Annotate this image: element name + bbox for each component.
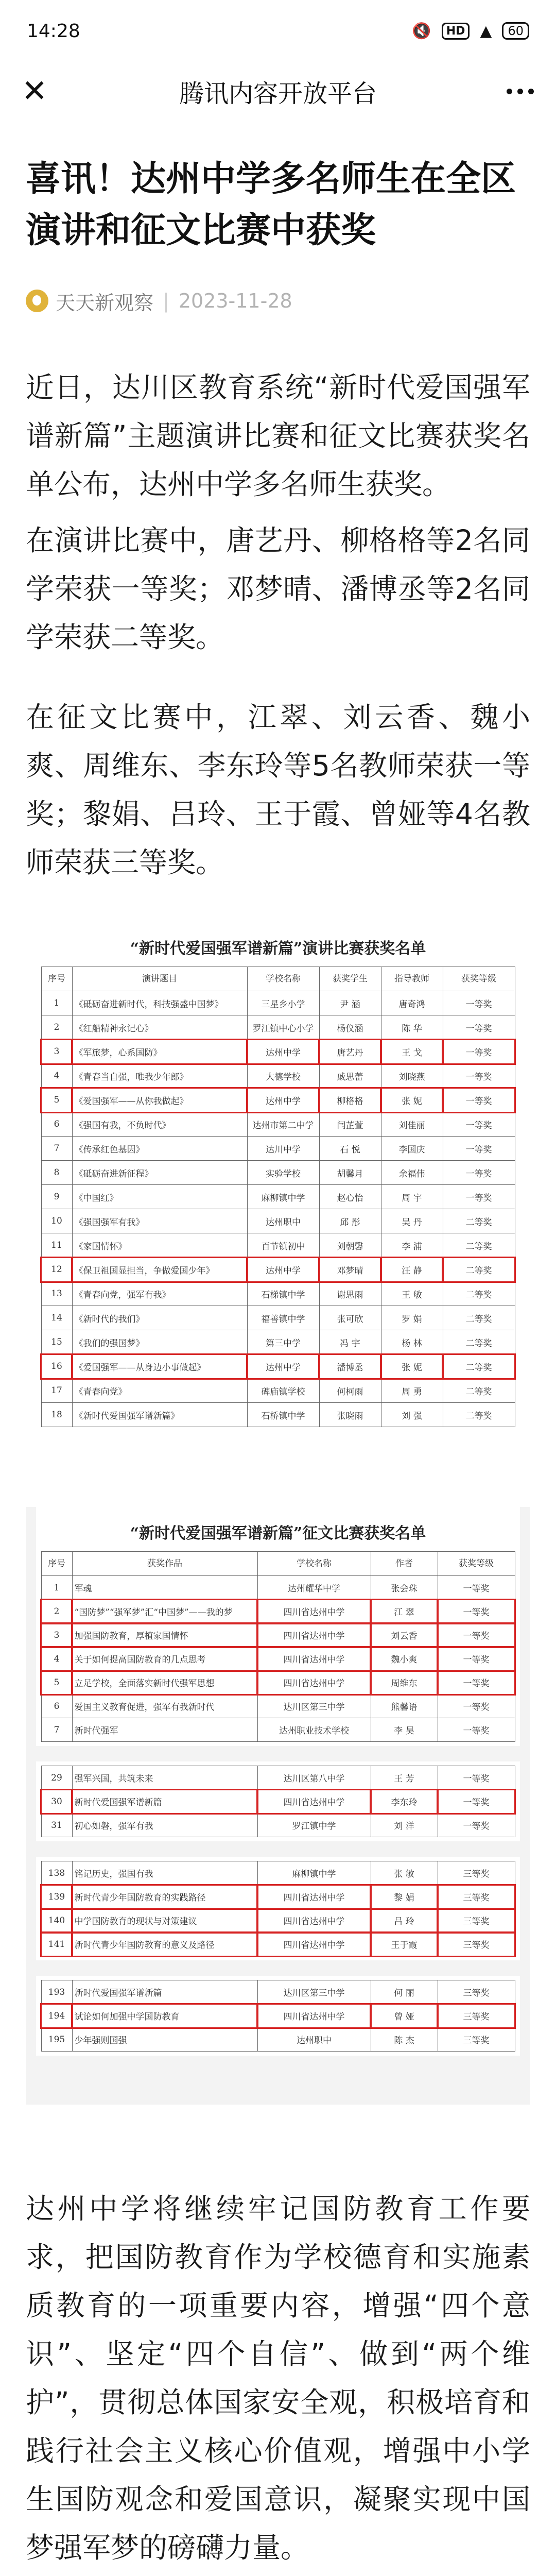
speech-table-cell: 唐奇鸿 [381, 991, 443, 1015]
status-bar [0, 0, 556, 62]
speech-table-row [41, 1015, 515, 1040]
nav-bar [0, 62, 556, 121]
speech-table-cell: 二等奖 [443, 1403, 515, 1427]
essay-table-cell: 三等奖 [438, 1909, 515, 1933]
essay-award-image[interactable] [26, 1507, 530, 2105]
essay-table-cell: 曾 娅 [371, 2004, 438, 2028]
speech-table-cell: 13 [41, 1282, 72, 1306]
essay-table-cell: 新时代青少年国防教育的实践路径 [72, 1885, 257, 1909]
speech-table-header-cell: 获奖等级 [443, 967, 515, 991]
speech-table-cell: 一等奖 [443, 991, 515, 1015]
essay-table-cell: 一等奖 [438, 1694, 515, 1718]
speech-table-cell: 《保卫祖国显担当，争做爱国少年》 [72, 1258, 247, 1282]
speech-table-cell: 潘博丞 [319, 1354, 381, 1379]
speech-table-cell: 邱 彤 [319, 1209, 381, 1233]
essay-table-cell: 达川区第八中学 [257, 1766, 371, 1790]
speech-table-cell: 《红船精神永记心》 [72, 1015, 247, 1040]
essay-table-row [41, 1933, 515, 1956]
speech-table-cell: 石梯镇中学 [247, 1282, 319, 1306]
essay-table-cell: 三等奖 [438, 1885, 515, 1909]
essay-table-cell: 麻柳镇中学 [257, 1861, 371, 1885]
speech-table-cell: 实验学校 [247, 1161, 319, 1185]
essay-table-row [41, 1909, 515, 1933]
essay-table-cell: 刘云香 [371, 1623, 438, 1647]
essay-table-cell: 一等奖 [438, 1600, 515, 1623]
speech-table-cell: 达州中学 [247, 1258, 319, 1282]
essay-table-row [41, 1647, 515, 1671]
essay-table-cell: 加强国防教育，厚植家国情怀 [72, 1623, 257, 1647]
speech-table-row [41, 1354, 515, 1379]
speech-table-cell: 一等奖 [443, 1064, 515, 1088]
essay-table-row [41, 1694, 515, 1718]
essay-table-cell: 李 昊 [371, 1718, 438, 1742]
essay-table-cell: 四川省达州中学 [257, 1933, 371, 1956]
meta-divider: | [163, 290, 169, 312]
speech-table-row [41, 1306, 515, 1330]
essay-table-cell: 1 [41, 1576, 72, 1600]
speech-table-cell: 戚思蕾 [319, 1064, 381, 1088]
publish-date: 2023-11-28 [178, 290, 292, 312]
speech-table-cell: 《家国情怀》 [72, 1233, 247, 1258]
speech-table-cell: 闫芷萱 [319, 1112, 381, 1137]
speech-table-cell: 周 宇 [381, 1185, 443, 1209]
speech-table-cell: 《我们的强国梦》 [72, 1330, 247, 1354]
essay-table-cell: 四川省达州中学 [257, 1885, 371, 1909]
essay-table-cell: 一等奖 [438, 1790, 515, 1814]
essay-table-cell: 3 [41, 1623, 72, 1647]
speech-table-header-cell: 指导教师 [381, 967, 443, 991]
speech-table-cell: 赵心怡 [319, 1185, 381, 1209]
speech-table-row [41, 1040, 515, 1064]
speech-table-cell: 一等奖 [443, 1137, 515, 1161]
speech-table-cell: 柳格格 [319, 1088, 381, 1112]
essay-table-cell: 立足学校，全面落实新时代强军思想 [72, 1671, 257, 1694]
speech-table-header-cell: 学校名称 [247, 967, 319, 991]
speech-table-cell: 达州市第二中学 [247, 1112, 319, 1137]
speech-table-cell: 11 [41, 1233, 72, 1258]
essay-table-cell: 李东玲 [371, 1790, 438, 1814]
essay-table-cell: 达州职业技术学校 [257, 1718, 371, 1742]
essay-table-cell: 29 [41, 1766, 72, 1790]
speech-table-cell: 尹 涵 [319, 991, 381, 1015]
essay-table-cell: 中学国防教育的现状与对策建议 [72, 1909, 257, 1933]
speech-table-cell: 周 勇 [381, 1379, 443, 1403]
essay-table-cell: 四川省达州中学 [257, 1790, 371, 1814]
essay-table-cell: 达州职中 [257, 2028, 371, 2052]
essay-table-cell: 少年强则国强 [72, 2028, 257, 2052]
speech-table-cell: 李国庆 [381, 1137, 443, 1161]
speech-table-cell: 5 [41, 1088, 72, 1112]
essay-table-cell: 193 [41, 1980, 72, 2004]
speech-table-row [41, 1161, 515, 1185]
speech-table-cell: 余福伟 [381, 1161, 443, 1185]
essay-table-row [41, 1980, 515, 2004]
essay-table-row [41, 1671, 515, 1694]
speech-table-cell: 《青春向党，强军有我》 [72, 1282, 247, 1306]
speech-table-cell: 吴 丹 [381, 1209, 443, 1233]
essay-table-block-3 [41, 1861, 515, 1956]
speech-table-cell: 二等奖 [443, 1233, 515, 1258]
essay-table-cell: 三等奖 [438, 1861, 515, 1885]
essay-table-cell: 195 [41, 2028, 72, 2052]
speech-table-cell: 达州中学 [247, 1088, 319, 1112]
speech-table-cell: 杨 林 [381, 1330, 443, 1354]
speech-table-cell: 麻柳镇中学 [247, 1185, 319, 1209]
speech-table-cell: 12 [41, 1258, 72, 1282]
battery-icon: 60 [502, 22, 529, 40]
essay-table-block-2 [41, 1766, 515, 1837]
essay-table-cell: 139 [41, 1885, 72, 1909]
speech-table-cell: 达州中学 [247, 1354, 319, 1379]
essay-table-row [41, 1623, 515, 1647]
speech-table-row [41, 1330, 515, 1354]
essay-table-cell: 138 [41, 1861, 72, 1885]
speech-table-cell: 罗江镇中心小学 [247, 1015, 319, 1040]
paragraph-speech: 在演讲比赛中，唐艺丹、柳格格等2名同学荣获一等奖；邓梦晴、潘博丞等2名同学荣获二等奖。 [26, 524, 530, 654]
speech-table-cell: 唐艺丹 [319, 1040, 381, 1064]
essay-table-cell: 陈 杰 [371, 2028, 438, 2052]
speech-table-cell: 张 妮 [381, 1088, 443, 1112]
speech-table-cell: 陈 华 [381, 1015, 443, 1040]
speech-table-cell: 17 [41, 1379, 72, 1403]
essay-table-cell: 新时代青少年国防教育的意义及路径 [72, 1933, 257, 1956]
speech-table-cell: 8 [41, 1161, 72, 1185]
paragraph-essay: 在征文比赛中，江翠、刘云香、魏小爽、周维东、李东玲等5名教师荣获一等奖；黎娟、吕玲、王于霞、曾娅等4名教师荣获三等奖。 [26, 701, 530, 879]
speech-table-row [41, 991, 515, 1015]
essay-table-cell: 四川省达州中学 [257, 1647, 371, 1671]
speech-table-cell: 《青春向党》 [72, 1379, 247, 1403]
essay-table-cell: 爱国主义教育促进，强军有我新时代 [72, 1694, 257, 1718]
speech-table-cell: 一等奖 [443, 1088, 515, 1112]
essay-table-cell: 一等奖 [438, 1766, 515, 1790]
essay-table-cell: 江 翠 [371, 1600, 438, 1623]
essay-table-row [41, 1766, 515, 1790]
essay-table-cell: 刘 洋 [371, 1814, 438, 1837]
paragraph-intro: 近日，达川区教育系统“新时代爱国强军谱新篇”主题演讲比赛和征文比赛获奖名单公布，达州中学多名师生获奖。 [26, 371, 530, 501]
speech-table-cell: 《新时代爱国强军谱新篇》 [72, 1403, 247, 1427]
speech-table-cell: 二等奖 [443, 1379, 515, 1403]
speech-table-row [41, 1233, 515, 1258]
essay-table-cell: 四川省达州中学 [257, 2004, 371, 2028]
speech-table-cell: 罗 娟 [381, 1306, 443, 1330]
speech-table-cell: 杨仪涵 [319, 1015, 381, 1040]
essay-table-cell: 达川区第三中学 [257, 1694, 371, 1718]
speech-table-cell: 百节镇初中 [247, 1233, 319, 1258]
speech-table-cell: 碑庙镇学校 [247, 1379, 319, 1403]
speech-table-cell: 一等奖 [443, 1015, 515, 1040]
essay-table-cell: 张会珠 [371, 1576, 438, 1600]
essay-table-cell: 194 [41, 2004, 72, 2028]
article-meta [26, 286, 292, 315]
speech-table-cell: 达川中学 [247, 1137, 319, 1161]
speech-table-cell: 10 [41, 1209, 72, 1233]
essay-table-row [41, 1885, 515, 1909]
essay-table-cell: 一等奖 [438, 1647, 515, 1671]
more-options-icon[interactable] [499, 74, 541, 108]
speech-table-cell: 刘佳丽 [381, 1112, 443, 1137]
speech-table-cell: 18 [41, 1403, 72, 1427]
speech-table-cell: 张 妮 [381, 1354, 443, 1379]
essay-table-cell: 吕 玲 [371, 1909, 438, 1933]
speech-table-row [41, 1112, 515, 1137]
essay-table-cell: 试论如何加强中学国防教育 [72, 2004, 257, 2028]
essay-table-row [41, 1600, 515, 1623]
essay-table-row [41, 1576, 515, 1600]
speech-table-cell: 汪 静 [381, 1258, 443, 1282]
speech-table-header-cell: 演讲题目 [72, 967, 247, 991]
speech-table-cell: 《中国红》 [72, 1185, 247, 1209]
speech-table-row [41, 1064, 515, 1088]
speech-table-cell: 一等奖 [443, 1161, 515, 1185]
essay-table-cell: 关于如何提高国防教育的几点思考 [72, 1647, 257, 1671]
speech-table-cell: 三星乡小学 [247, 991, 319, 1015]
essay-table-cell: 三等奖 [438, 1980, 515, 2004]
essay-table-cell: 新时代强军 [72, 1718, 257, 1742]
essay-table-cell: 四川省达州中学 [257, 1600, 371, 1623]
speech-table-cell: 一等奖 [443, 1112, 515, 1137]
speech-table-header-cell: 序号 [41, 967, 72, 991]
signal-icon: ▲ [480, 22, 492, 40]
essay-table-cell: 达州耀华中学 [257, 1576, 371, 1600]
author-avatar-icon[interactable] [26, 290, 48, 312]
speech-table-cell: 《强国强军有我》 [72, 1209, 247, 1233]
speech-table-cell: 二等奖 [443, 1282, 515, 1306]
essay-table-cell: 军魂 [72, 1576, 257, 1600]
essay-table-cell: 31 [41, 1814, 72, 1837]
essay-table-header-cell: 学校名称 [257, 1552, 371, 1576]
speech-table-cell: 二等奖 [443, 1306, 515, 1330]
speech-table-cell: 一等奖 [443, 1185, 515, 1209]
essay-table-row [41, 2004, 515, 2028]
essay-table-cell: 140 [41, 1909, 72, 1933]
paragraph-conclusion: 达州中学将继续牢记国防教育工作要求，把国防教育作为学校德育和实施素质教育的一项重要内容，增强“四个意识”、坚定“四个自信”、做到“两个维护”，贯彻总体国家安全观，积极培育和践行社会主义核心价值观，增强中小学生国防观念和爱国意识，凝聚实现中国梦强军梦的磅礴力量。 [26, 2192, 530, 2564]
speech-table-cell: 二等奖 [443, 1354, 515, 1379]
speech-table-title: “新时代爱国强军谱新篇”演讲比赛获奖名单 [130, 940, 426, 958]
essay-table-cell: 4 [41, 1647, 72, 1671]
speech-table-cell: 《砥砺奋进新时代，科技强盛中国梦》 [72, 991, 247, 1015]
speech-table-row [41, 1088, 515, 1112]
essay-table-cell: 一等奖 [438, 1814, 515, 1837]
essay-table-cell: 一等奖 [438, 1623, 515, 1647]
speech-table-cell: 张晓雨 [319, 1403, 381, 1427]
speech-table-cell: 《新时代的我们》 [72, 1306, 247, 1330]
speech-table-cell: 胡馨月 [319, 1161, 381, 1185]
essay-table-cell: “国防梦”“强军梦”汇“中国梦”——我的梦 [72, 1600, 257, 1623]
essay-table-cell: 何 丽 [371, 1980, 438, 2004]
essay-table-cell: 四川省达州中学 [257, 1671, 371, 1694]
essay-table-cell: 一等奖 [438, 1576, 515, 1600]
speech-table-cell: 《强国有我，不负时代》 [72, 1112, 247, 1137]
essay-table-cell: 魏小爽 [371, 1647, 438, 1671]
speech-table-cell: 冯 宇 [319, 1330, 381, 1354]
speech-table-cell: 《砥砺奋进新征程》 [72, 1161, 247, 1185]
speech-table-cell: 石桥镇中学 [247, 1403, 319, 1427]
speech-table-cell: 何柯雨 [319, 1379, 381, 1403]
speech-award-table [41, 967, 515, 1427]
speech-table-cell: 14 [41, 1306, 72, 1330]
essay-table-cell: 达川区第三中学 [257, 1980, 371, 2004]
speech-table-cell: 《传承红色基因》 [72, 1137, 247, 1161]
speech-table-cell: 第三中学 [247, 1330, 319, 1354]
essay-table-cell: 5 [41, 1671, 72, 1694]
essay-table-title: “新时代爱国强军谱新篇”征文比赛获奖名单 [130, 1524, 426, 1543]
status-icons [412, 22, 529, 40]
essay-table-cell: 周维东 [371, 1671, 438, 1694]
essay-table-header-cell: 序号 [41, 1552, 72, 1576]
mute-icon: 🔇 [412, 22, 431, 40]
speech-table-cell: 二等奖 [443, 1258, 515, 1282]
speech-table-row [41, 1209, 515, 1233]
essay-table-cell: 2 [41, 1600, 72, 1623]
essay-table-row [41, 1790, 515, 1814]
essay-table-block-4 [41, 1980, 515, 2052]
essay-table-cell: 王 芳 [371, 1766, 438, 1790]
essay-table-cell: 初心如磐，强军有我 [72, 1814, 257, 1837]
speech-table-cell: 邓梦晴 [319, 1258, 381, 1282]
speech-table-cell: 《青春当自强，唯我少年郎》 [72, 1064, 247, 1088]
speech-table-cell: 王 戈 [381, 1040, 443, 1064]
speech-table-header-cell: 获奖学生 [319, 967, 381, 991]
article-headline: 喜讯！达州中学多名师生在全区演讲和征文比赛中获奖 [26, 159, 516, 251]
speech-table-row [41, 1258, 515, 1282]
essay-table-cell: 罗江镇中学 [257, 1814, 371, 1837]
speech-table-cell: 石 悦 [319, 1137, 381, 1161]
essay-table-row [41, 1814, 515, 1837]
speech-table-cell: 《爱国强军——从你我做起》 [72, 1088, 247, 1112]
speech-table-row [41, 1282, 515, 1306]
speech-table-cell: 3 [41, 1040, 72, 1064]
essay-table-cell: 141 [41, 1933, 72, 1956]
essay-table-row [41, 2028, 515, 2052]
speech-table-cell: 大德学校 [247, 1064, 319, 1088]
speech-table-cell: 1 [41, 991, 72, 1015]
speech-table-cell: 福善镇中学 [247, 1306, 319, 1330]
speech-table-cell: 16 [41, 1354, 72, 1379]
essay-table-cell: 铭记历史，强国有我 [72, 1861, 257, 1885]
speech-table-cell: 达州职中 [247, 1209, 319, 1233]
speech-table-cell: 达州中学 [247, 1040, 319, 1064]
speech-table-cell: 一等奖 [443, 1040, 515, 1064]
speech-table-cell: 王 敏 [381, 1282, 443, 1306]
essay-table-row [41, 1718, 515, 1742]
essay-table-header-cell: 作者 [371, 1552, 438, 1576]
speech-table-cell: 6 [41, 1112, 72, 1137]
speech-table-cell: 二等奖 [443, 1209, 515, 1233]
essay-table-cell: 6 [41, 1694, 72, 1718]
speech-table-cell: 谢思雨 [319, 1282, 381, 1306]
speech-table-cell: 刘晓燕 [381, 1064, 443, 1088]
speech-table-cell: 7 [41, 1137, 72, 1161]
essay-table-cell: 一等奖 [438, 1671, 515, 1694]
author-name[interactable]: 天天新观察 [56, 291, 154, 314]
speech-award-image[interactable] [26, 922, 530, 1543]
speech-table-cell: 2 [41, 1015, 72, 1040]
essay-table-cell: 张 敏 [371, 1861, 438, 1885]
speech-table-cell: 4 [41, 1064, 72, 1088]
essay-table-cell: 四川省达州中学 [257, 1909, 371, 1933]
speech-table-cell: 刘 强 [381, 1403, 443, 1427]
essay-table-cell: 强军兴国，共筑未来 [72, 1766, 257, 1790]
essay-table-cell: 30 [41, 1790, 72, 1814]
status-time: 14:28 [27, 20, 80, 42]
essay-table-cell: 新时代爱国强军谱新篇 [72, 1980, 257, 2004]
speech-table-cell: 李 浦 [381, 1233, 443, 1258]
essay-table-header-cell: 获奖等级 [438, 1552, 515, 1576]
essay-table-cell: 一等奖 [438, 1718, 515, 1742]
speech-table-cell: 《爱国强军——从身边小事做起》 [72, 1354, 247, 1379]
speech-table-row [41, 1379, 515, 1403]
speech-table-cell: 15 [41, 1330, 72, 1354]
essay-table-cell: 新时代爱国强军谱新篇 [72, 1790, 257, 1814]
essay-table-cell: 熊馨语 [371, 1694, 438, 1718]
nav-title: 腾讯内容开放平台 [179, 79, 377, 108]
essay-table-cell: 四川省达州中学 [257, 1623, 371, 1647]
essay-table-cell: 三等奖 [438, 2004, 515, 2028]
essay-table-cell: 7 [41, 1718, 72, 1742]
speech-table-row [41, 1137, 515, 1161]
essay-table-header-cell: 获奖作品 [72, 1552, 257, 1576]
speech-table-cell: 刘朝馨 [319, 1233, 381, 1258]
speech-table-row [41, 1403, 515, 1427]
essay-table-cell: 王于霞 [371, 1933, 438, 1956]
close-icon[interactable]: ✕ [21, 73, 48, 109]
essay-table-row [41, 1861, 515, 1885]
essay-table-cell: 三等奖 [438, 2028, 515, 2052]
speech-table-cell: 9 [41, 1185, 72, 1209]
speech-table-cell: 张可欣 [319, 1306, 381, 1330]
speech-table-cell: 《军旅梦，心系国防》 [72, 1040, 247, 1064]
essay-table-cell: 黎 娟 [371, 1885, 438, 1909]
hd-badge: HD [442, 23, 470, 40]
essay-award-table [41, 1551, 515, 1742]
essay-table-cell: 三等奖 [438, 1933, 515, 1956]
speech-table-cell: 二等奖 [443, 1330, 515, 1354]
speech-table-row [41, 1185, 515, 1209]
